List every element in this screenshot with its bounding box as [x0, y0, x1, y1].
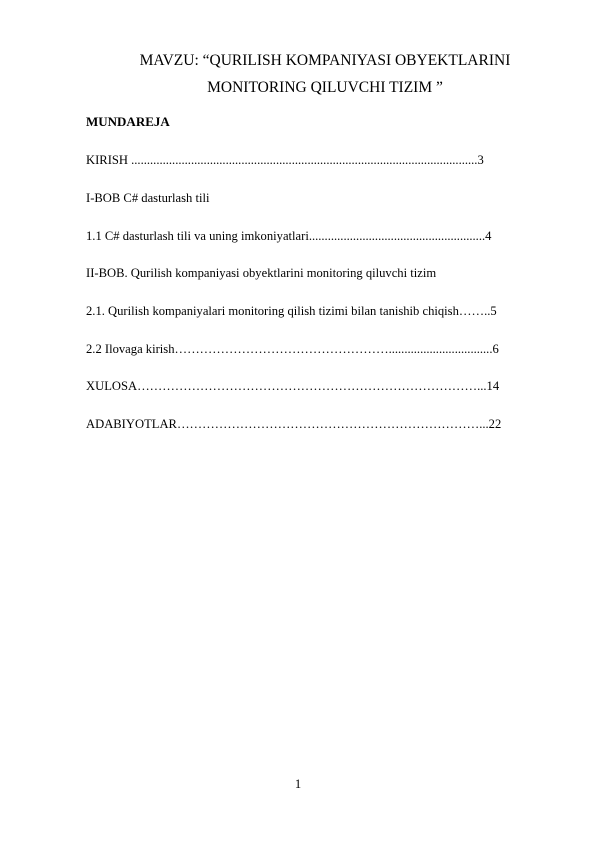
toc-entry-chapter-1: I-BOB C# dasturlash tili — [86, 191, 210, 205]
toc-entry-chapter-2: II-BOB. Qurilish kompaniyasi obyektlarini monitoring qiluvchi tizim — [86, 266, 437, 280]
toc-entry-section-1-1: 1.1 C# dasturlash tili va uning imkoniyatlari........................................................4 — [86, 229, 492, 243]
toc-heading: MUNDAREJA — [86, 114, 170, 129]
document-title-line-1: MAVZU: “QURILISH KOMPANIYASI OBYEKTLARINI — [139, 52, 511, 69]
toc-entry-adabiyotlar: ADABIYOTLAR………………………………………………………………...22 — [86, 417, 502, 431]
toc-entry-kirish: KIRISH ..............................................................................................................3 — [86, 153, 484, 167]
toc-entry-section-2-1: 2.1. Qurilish kompaniyalari monitoring qilish tizimi bilan tanishib chiqish……..5 — [86, 304, 497, 318]
document-title-line-2: MONITORING QILUVCHI TIZIM ” — [207, 79, 443, 96]
toc-entry-xulosa: XULOSA………………………………………………………………………...14 — [86, 379, 500, 393]
page-number: 1 — [294, 777, 302, 791]
toc-entry-section-2-2: 2.2 Ilovaga kirish…………………………………………….................................6 — [86, 342, 499, 356]
